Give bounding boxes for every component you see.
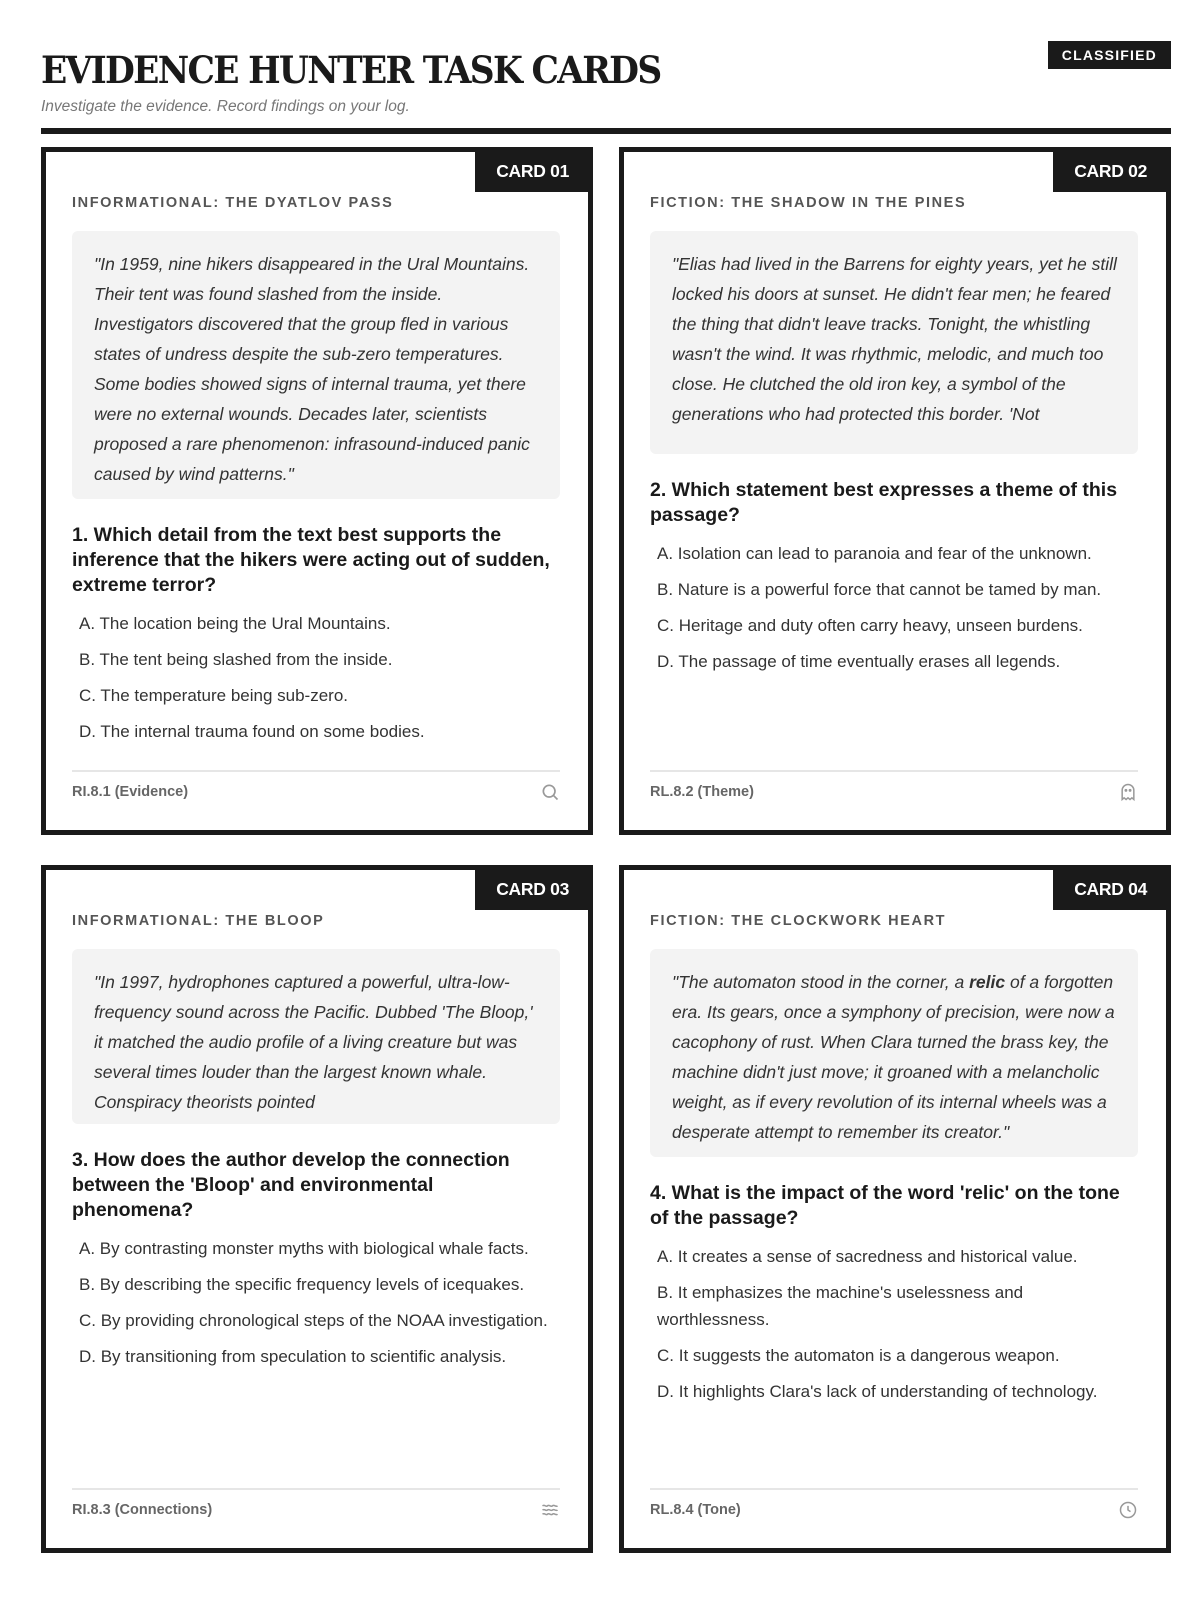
page-header [41,40,1171,134]
answer-option[interactable]: B. By describing the specific frequency levels of icequakes. [79,1275,525,1294]
highlighted-word: relic [969,972,1006,992]
passage: "Elias had lived in the Barrens for eighty years, yet he still locked his doors at sunset. He didn't fear men; he feared the thing that didn't leave tracks. Tonight, the whistling wasn't the wind. It was rhythmic, melodic, and much too close. He clutched the old iron key, a symbol of the generations who had protected this border. 'Not [650,231,1138,454]
card-number-tab: CARD 04 [1053,869,1167,910]
page-title: EVIDENCE HUNTER TASK CARDS [41,48,661,92]
answer-option[interactable]: D. By transitioning from speculation to scientific analysis. [79,1347,507,1366]
card-number-tab: CARD 01 [475,151,589,192]
task-card [619,865,1171,1553]
answer-option[interactable]: A. It creates a sense of sacredness and historical value. [657,1247,1078,1266]
classified-badge: CLASSIFIED [1048,41,1171,69]
answer-option[interactable]: C. It suggests the automaton is a dangerous weapon. [657,1346,1060,1365]
passage-text: of a forgotten era. Its gears, once a symphony of precision, were now a cacophony of rust. When Clara turned the brass key, the machine didn't just move; it groaned with a melancholic weight, as if every revolution of its internal wheels was a desperate attempt to remember its creator." [672,972,1115,1142]
task-card-grid [41,147,1171,1553]
card-footer [72,770,560,802]
passage [650,949,1138,1157]
answer-option[interactable]: B. It emphasizes the machine's uselessness and worthlessness. [657,1283,1024,1329]
card-number-tab: CARD 03 [475,869,589,910]
answer-option[interactable]: D. It highlights Clara's lack of understanding of technology. [657,1382,1098,1401]
ghost-icon [1118,782,1138,802]
answer-option[interactable]: B. Nature is a powerful force that cannot be tamed by man. [657,580,1102,599]
question: 4. What is the impact of the word 'relic' on the tone of the passage? [650,1182,1120,1229]
answer-option[interactable]: A. By contrasting monster myths with biological whale facts. [79,1239,529,1258]
task-card [619,147,1171,835]
task-card [41,147,593,835]
answer-option[interactable]: A. Isolation can lead to paranoia and fear of the unknown. [657,544,1092,563]
question: 2. Which statement best expresses a theme of this passage? [650,479,1118,526]
card-number-tab: CARD 02 [1053,151,1167,192]
card-category: FICTION: THE SHADOW IN THE PINES [650,195,967,211]
passage: "In 1959, nine hikers disappeared in the Ural Mountains. Their tent was found slashed from the inside. Investigators discovered that the group fled in various states of undress despite the sub-zero temperatures. Some bodies showed signs of internal trauma, yet there were no external wounds. Decades later, scientists proposed a rare phenomenon: infrasound-induced panic caused by wind patterns." [72,231,560,499]
card-category: INFORMATIONAL: THE DYATLOV PASS [72,195,394,211]
card-footer [650,770,1138,802]
search-icon [540,782,560,802]
question: 1. Which detail from the text best supports the inference that the hikers were acting out of sudden, extreme terror? [72,524,550,596]
answer-option[interactable]: D. The passage of time eventually erases all legends. [657,652,1061,671]
card-footer [72,1488,560,1520]
answer-option[interactable]: A. The location being the Ural Mountains. [79,614,391,633]
waves-icon [540,1500,560,1520]
page-subtitle: Investigate the evidence. Record findings on your log. [41,98,410,115]
answer-option[interactable]: C. Heritage and duty often carry heavy, unseen burdens. [657,616,1083,635]
answer-option[interactable]: B. The tent being slashed from the inside. [79,650,393,669]
card-category: INFORMATIONAL: THE BLOOP [72,913,325,929]
answer-option[interactable]: C. The temperature being sub-zero. [79,686,348,705]
answer-option[interactable]: C. By providing chronological steps of the NOAA investigation. [79,1311,548,1330]
question: 3. How does the author develop the connection between the 'Bloop' and environmental phenomena? [72,1149,510,1221]
clock-icon [1118,1500,1138,1520]
standard-label: RL.8.4 (Tone) [650,1502,741,1518]
task-card [41,865,593,1553]
standard-label: RL.8.2 (Theme) [650,784,754,800]
passage: "In 1997, hydrophones captured a powerful, ultra-low-frequency sound across the Pacific. Dubbed 'The Bloop,' it matched the audio profile of a living creature but was several times louder than the largest known whale. Conspiracy theorists pointed [72,949,560,1124]
standard-label: RI.8.1 (Evidence) [72,784,189,800]
card-footer [650,1488,1138,1520]
card-category: FICTION: THE CLOCKWORK HEART [650,913,947,929]
passage-text: "The automaton stood in the corner, a [672,972,970,992]
answer-option[interactable]: D. The internal trauma found on some bodies. [79,722,425,741]
standard-label: RI.8.3 (Connections) [72,1502,213,1518]
